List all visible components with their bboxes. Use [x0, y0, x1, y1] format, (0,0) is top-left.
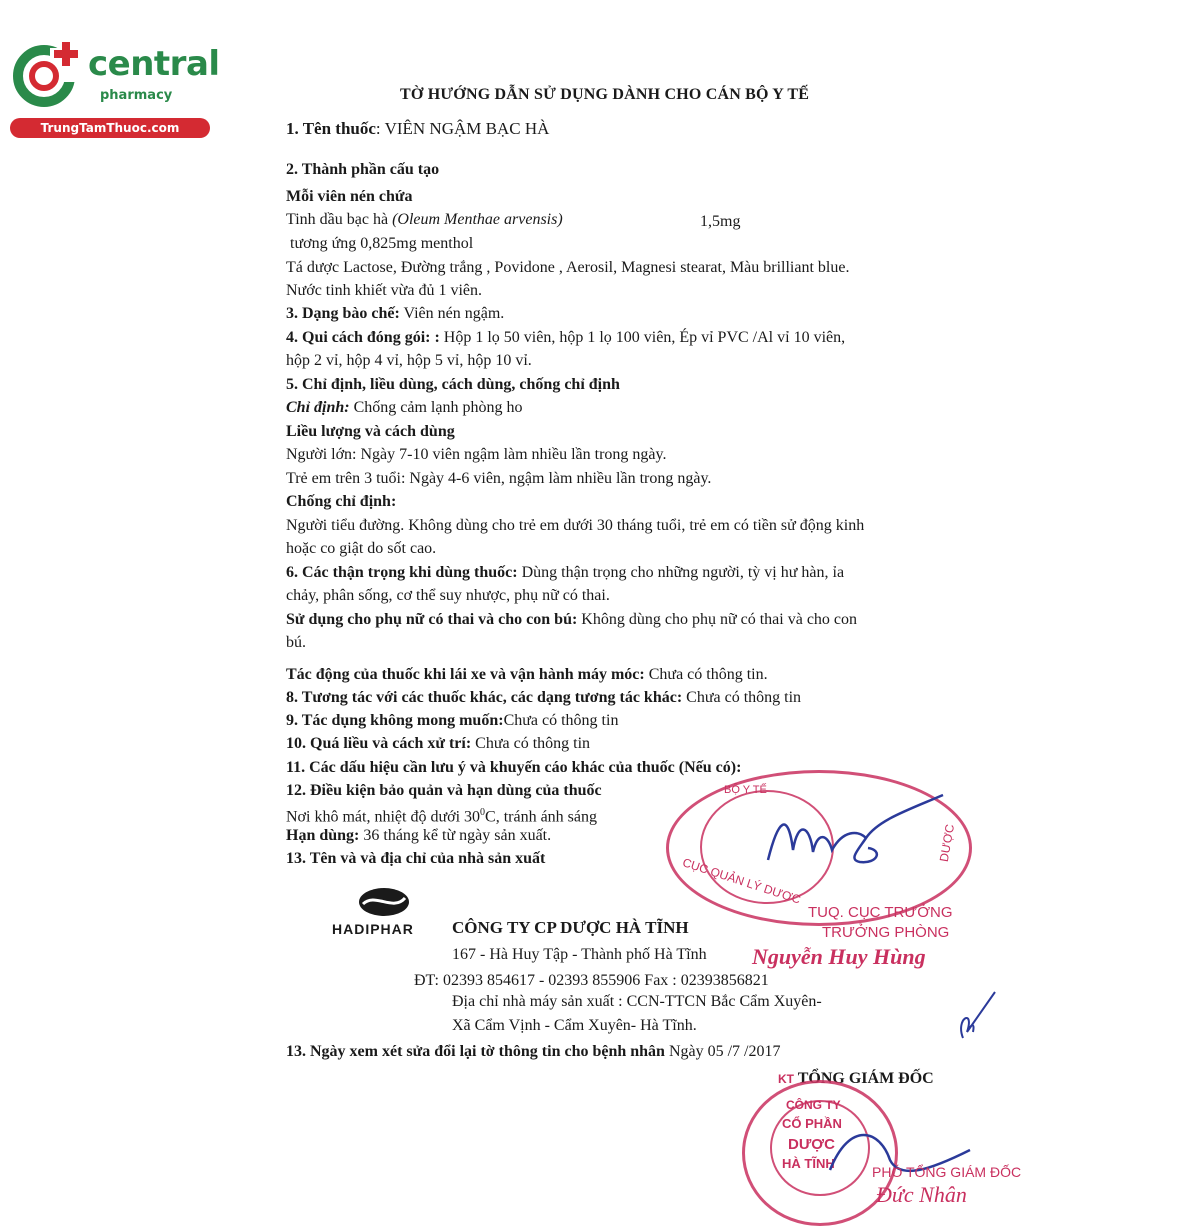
- section-1-value: : VIÊN NGẬM BẠC HÀ: [375, 119, 550, 138]
- section-3: [286, 303, 504, 325]
- section-10: [286, 733, 590, 755]
- role-2: TRƯỞNG PHÒNG: [822, 924, 950, 941]
- indication-value: Chống cảm lạnh phòng ho: [349, 399, 523, 416]
- excipients-line-2: Nước tinh khiết vừa đủ 1 viên.: [286, 282, 482, 299]
- deputy-title: PHÓ TỔNG GIÁM ĐỐC: [872, 1164, 1022, 1180]
- section-4-line-2: hộp 2 vỉ, hộp 4 vỉ, hộp 5 vỉ, hộp 10 vỉ.: [286, 352, 532, 369]
- storage-degree: 0: [480, 807, 486, 818]
- section-4-value: Hộp 1 lọ 50 viên, hộp 1 lọ 100 viên, Ép vỉ PVC /Al vỉ 10 viên,: [439, 329, 846, 346]
- signer-2-name: Đức Nhân: [876, 1182, 967, 1207]
- section-6-line-2: chảy, phân sống, cơ thể suy nhược, phụ nữ có thai.: [286, 587, 610, 604]
- storage-b: C, tránh ánh sáng: [485, 808, 598, 826]
- hadiphar-logo-icon: [357, 886, 411, 918]
- section-8: [286, 687, 801, 709]
- factory-address-1: Địa chỉ nhà máy sản xuất : CCN-TTCN Bắc Cẩm Xuyên-: [452, 993, 822, 1010]
- pregnancy-line-2: bú.: [286, 634, 306, 651]
- manufacturer-brand: HADIPHAR: [332, 921, 414, 937]
- signer-1-name: Nguyễn Huy Hùng: [752, 944, 926, 969]
- section-1: [286, 118, 549, 140]
- stamp-ministry-top: BỘ Y TẾ: [724, 784, 767, 796]
- company-stamp-l4: HÀ TĨNH: [782, 1156, 835, 1171]
- initial-mark-icon: [945, 988, 1005, 1048]
- dosage-label: Liều lượng và cách dùng: [286, 423, 455, 440]
- section-2-label: 2. Thành phần cấu tạo: [286, 161, 440, 178]
- review-value: Ngày 05 /7 /2017: [664, 1043, 781, 1060]
- contraindication-line-1: Người tiểu đường. Không dùng cho trẻ em dưới 30 tháng tuổi, trẻ em có tiền sử động kinh: [286, 517, 865, 534]
- pregnancy: [286, 609, 857, 631]
- indication-label: Chỉ định:: [286, 399, 350, 416]
- driving-label: Tác động của thuốc khi lái xe và vận hành máy móc:: [286, 666, 645, 683]
- ingredient-equivalent: tương ứng 0,825mg menthol: [290, 235, 474, 252]
- section-11-label: 11. Các dấu hiệu cần lưu ý và khuyến cáo khác của thuốc (Nếu có):: [286, 759, 742, 776]
- manufacturer-address: 167 - Hà Huy Tập - Thành phố Hà Tĩnh: [452, 946, 707, 963]
- logo-website: TrungTamThuoc.com: [10, 118, 210, 138]
- section-10-value: Chưa có thông tin: [471, 735, 591, 752]
- pregnancy-label: Sử dụng cho phụ nữ có thai và cho con bú:: [286, 611, 578, 628]
- role-1: TUQ. CỤC TRƯỞNG: [808, 904, 953, 921]
- logo-subtitle: pharmacy: [100, 88, 173, 103]
- driving: [286, 664, 768, 686]
- section-9-label: 9. Tác dụng không mong muốn:: [286, 712, 504, 729]
- company-stamp-l1: CÔNG TY: [786, 1098, 841, 1112]
- logo-name: central: [88, 44, 220, 84]
- company-stamp-l3: DƯỢC: [788, 1136, 835, 1153]
- expiry: [286, 825, 551, 847]
- ingredient-latin: (Oleum Menthae arvensis): [392, 211, 563, 228]
- expiry-value: 36 tháng kể từ ngày sản xuất.: [359, 827, 552, 844]
- dosage-child: Trẻ em trên 3 tuổi: Ngày 4-6 viên, ngậm làm nhiều lần trong ngày.: [286, 470, 712, 487]
- ingredient-name: Tinh dầu bạc hà: [286, 211, 393, 228]
- excipients-line-1: Tá dược Lactose, Đường trắng , Povidone , Aerosil, Magnesi stearat, Màu brilliant blue.: [286, 259, 850, 276]
- section-2-sub: Mỗi viên nén chứa: [286, 188, 413, 205]
- ingredient-amount: 1,5mg: [700, 213, 741, 230]
- section-1-label: 1. Tên thuốc: [286, 119, 376, 138]
- dosage-adult: Người lớn: Ngày 7-10 viên ngậm làm nhiều lần trong ngày.: [286, 446, 667, 463]
- section-8-value: Chưa có thông tin: [682, 689, 802, 706]
- section-9-value: Chưa có thông tin: [503, 712, 619, 729]
- company-stamp-l2: CỔ PHẦN: [782, 1116, 842, 1131]
- manufacturer-phone: ĐT: 02393 854617 - 02393 855906 Fax : 02393856821: [414, 972, 769, 989]
- factory-address-2: Xã Cẩm Vịnh - Cẩm Xuyên- Hà Tĩnh.: [452, 1017, 697, 1034]
- review-label: 13. Ngày xem xét sửa đổi lại tờ thông tin cho bệnh nhân: [286, 1043, 665, 1060]
- expiry-label: Hạn dùng:: [286, 827, 360, 844]
- pregnancy-value: Không dùng cho phụ nữ có thai và cho con: [577, 611, 858, 628]
- section-3-label: 3. Dạng bào chế:: [286, 305, 400, 322]
- indication: [286, 397, 522, 419]
- stamp-ministry-bottom: CỤC QUẢN LÝ DƯỢC: [680, 855, 803, 907]
- section-12-label: 12. Điều kiện bảo quản và hạn dùng của thuốc: [286, 782, 602, 799]
- review-date: [286, 1041, 781, 1063]
- section-4: [286, 327, 845, 349]
- manufacturer-name: CÔNG TY CP DƯỢC HÀ TĨNH: [452, 918, 689, 937]
- ingredient-line: [286, 209, 563, 231]
- pharmacy-cross-icon: [10, 38, 82, 110]
- section-10-label: 10. Quá liều và cách xử trí:: [286, 735, 472, 752]
- stamp-ministry-side: DƯỢC: [936, 823, 958, 863]
- central-pharmacy-logo: [10, 38, 220, 138]
- contraindication-line-2: hoặc co giật do sốt cao.: [286, 540, 437, 557]
- section-5-label: 5. Chỉ định, liều dùng, cách dùng, chống chỉ định: [286, 376, 620, 393]
- section-9: [286, 710, 618, 732]
- section-8-label: 8. Tương tác với các thuốc khác, các dạng tương tác khác:: [286, 689, 683, 706]
- driving-value: Chưa có thông tin.: [644, 666, 768, 683]
- section-6-label: 6. Các thận trọng khi dùng thuốc:: [286, 564, 518, 581]
- signature-1-icon: [748, 790, 988, 880]
- section-3-value: Viên nén ngậm.: [399, 305, 505, 322]
- director-prefix: KT: [778, 1072, 794, 1086]
- storage-a: Nơi khô mát, nhiệt độ dưới 30: [286, 808, 481, 826]
- contraindication-label: Chống chỉ định:: [286, 493, 397, 510]
- section-6-value: Dùng thận trọng cho những người, tỳ vị hư hàn, ỉa: [517, 564, 845, 581]
- section-4-label: 4. Qui cách đóng gói: :: [286, 329, 440, 346]
- section-6: [286, 562, 844, 584]
- document-title: TỜ HƯỚNG DẪN SỬ DỤNG DÀNH CHO CÁN BỘ Y TẾ: [400, 86, 810, 103]
- section-13-label: 13. Tên và và địa chỉ của nhà sản xuất: [286, 850, 546, 867]
- director-title: TỔNG GIÁM ĐỐC: [797, 1070, 934, 1087]
